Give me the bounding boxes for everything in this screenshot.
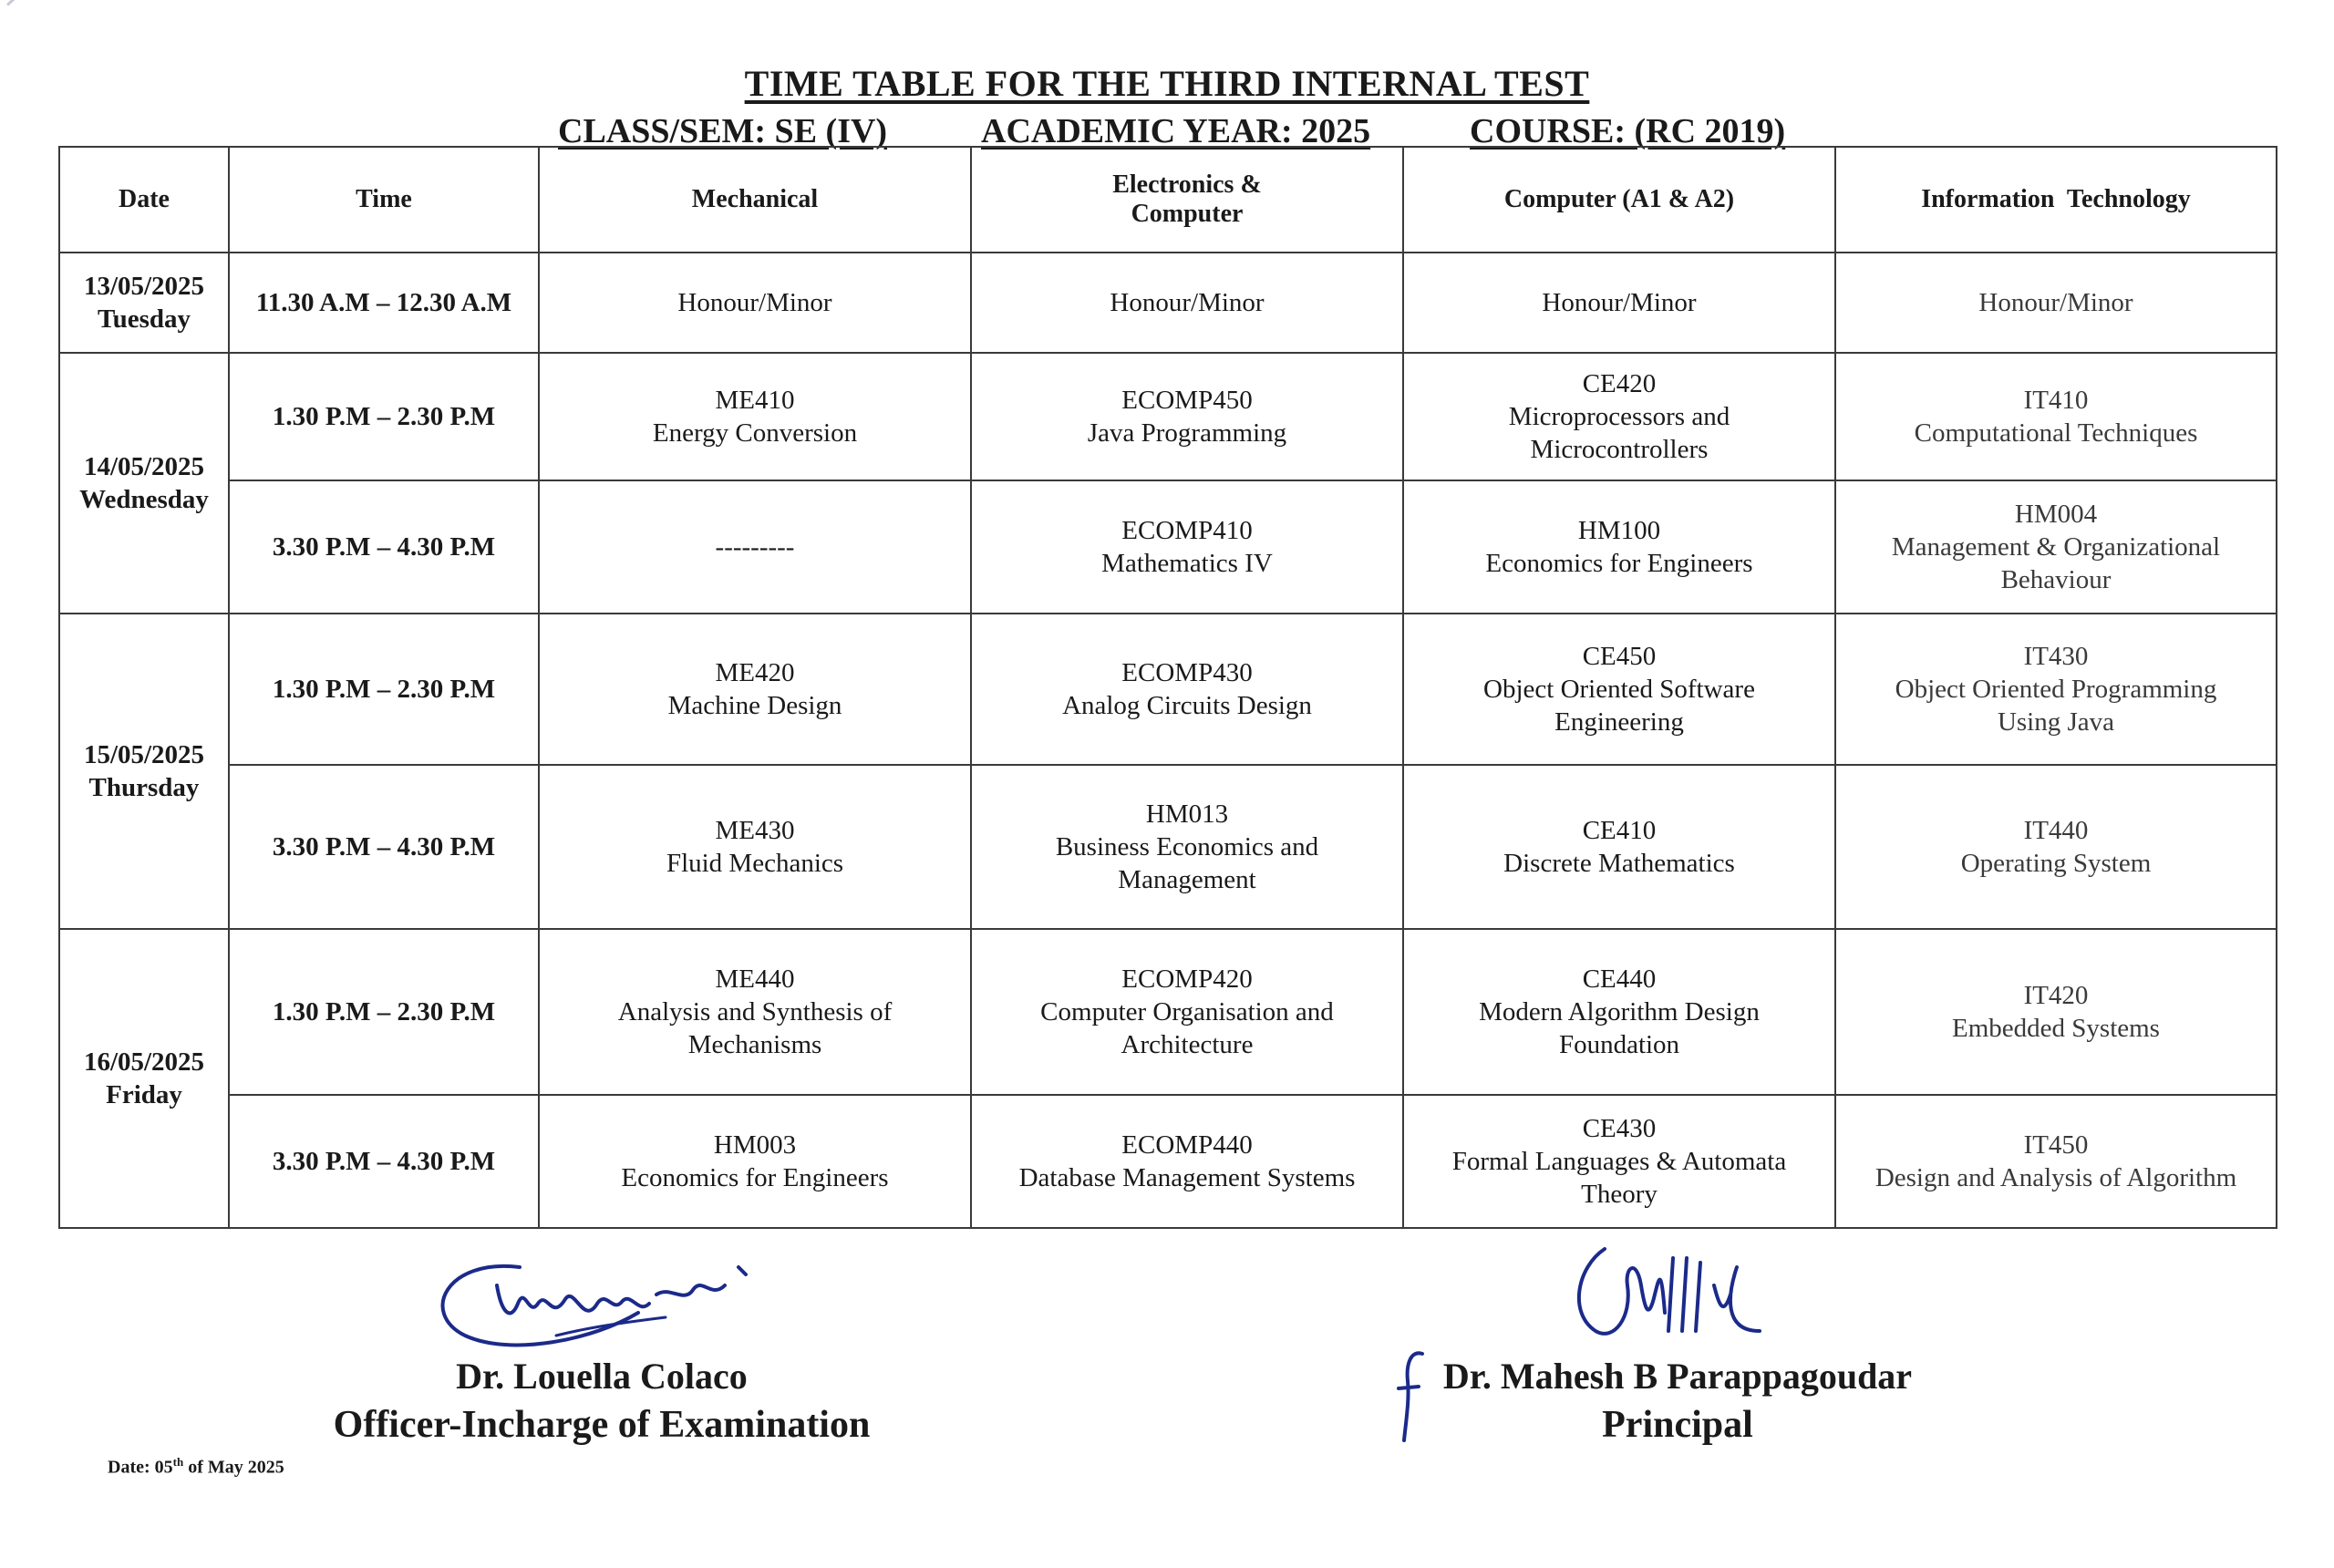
subject-code: CE450 — [1582, 642, 1657, 671]
subject-cell-information-technology — [1835, 614, 2277, 765]
subject-cell-information-technology — [1835, 1095, 2277, 1228]
subject-code: Honour/Minor — [1542, 288, 1697, 317]
subject-cell-electronics-computer — [971, 253, 1403, 353]
subject-code: IT440 — [2023, 816, 2089, 845]
subject-name-line: Engineering — [1554, 707, 1684, 737]
column-header-information-technology: Information Technology — [1835, 147, 2277, 253]
subject-name-line: Management & Organizational — [1891, 532, 2221, 562]
time-cell: 1.30 P.M – 2.30 P.M — [229, 929, 539, 1095]
subject-cell-electronics-computer — [971, 1095, 1403, 1228]
date-value: 13/05/2025 — [83, 272, 205, 301]
subject-cell-mechanical — [539, 253, 971, 353]
subject-name-line: Mechanisms — [687, 1030, 822, 1059]
subject-name-line: Machine Design — [667, 691, 842, 720]
time-cell: 3.30 P.M – 4.30 P.M — [229, 480, 539, 614]
subject-cell-electronics-computer — [971, 765, 1403, 929]
subject-name-line: Embedded Systems — [1952, 1014, 2160, 1043]
subject-cell-computer — [1403, 765, 1835, 929]
handwritten-signature-right — [1541, 1231, 1814, 1358]
subject-name-line: Object Oriented Software — [1483, 675, 1755, 704]
subject-code: HM013 — [1145, 799, 1229, 829]
subject-name-line: Analog Circuits Design — [1062, 691, 1312, 720]
subject-name-line: Foundation — [1558, 1030, 1680, 1059]
subject-code: ECOMP420 — [1121, 965, 1253, 994]
handwritten-signature-left — [410, 1249, 793, 1358]
date-cell — [59, 929, 229, 1228]
subject-name-line: Computer Organisation and — [1040, 997, 1334, 1026]
subject-code: Honour/Minor — [1978, 288, 2133, 317]
subject-name-line: Business Economics and — [1055, 832, 1319, 861]
issue-date-suffix-ordinal: th — [172, 1455, 184, 1469]
academic-year-label: ACADEMIC YEAR: 2025 — [981, 112, 1371, 150]
subject-cell-information-technology — [1835, 253, 2277, 353]
subject-code: IT450 — [2023, 1130, 2089, 1160]
column-header-mechanical: Mechanical — [539, 147, 971, 253]
subject-code: ME420 — [715, 658, 795, 687]
signatory-role-left: Officer-Incharge of Examination — [333, 1404, 871, 1446]
subject-name-line: Database Management Systems — [1018, 1163, 1356, 1192]
table-header-row — [59, 147, 2277, 253]
subject-cell-information-technology — [1835, 765, 2277, 929]
subject-code: ME410 — [715, 386, 795, 415]
subject-cell-electronics-computer — [971, 353, 1403, 480]
subject-name-line: Economics for Engineers — [1485, 549, 1753, 578]
day-name: Thursday — [88, 773, 200, 802]
date-value: 14/05/2025 — [83, 452, 205, 481]
subject-code: ME440 — [715, 965, 795, 994]
subject-cell-mechanical — [539, 614, 971, 765]
subject-code: IT430 — [2023, 642, 2089, 671]
subject-cell-electronics-computer — [971, 614, 1403, 765]
subject-name-line: Mathematics IV — [1101, 549, 1273, 578]
day-name: Wednesday — [79, 485, 209, 514]
subject-name-line: Architecture — [1121, 1030, 1254, 1059]
signatory-role-right: Principal — [1602, 1404, 1753, 1446]
subject-name-line: Microcontrollers — [1530, 435, 1709, 464]
document-title-row — [0, 62, 2334, 105]
subject-cell-electronics-computer — [971, 929, 1403, 1095]
subject-name-line: Computational Techniques — [1914, 418, 2198, 448]
issue-date — [108, 1455, 284, 1479]
subject-cell-mechanical — [539, 353, 971, 480]
subject-code: ECOMP430 — [1121, 658, 1253, 687]
subject-cell-mechanical — [539, 765, 971, 929]
subject-name-line: Discrete Mathematics — [1503, 849, 1735, 878]
subject-name-line: Object Oriented Programming — [1895, 675, 2217, 704]
subject-code: CE420 — [1582, 369, 1657, 398]
issue-date-rest: of May 2025 — [183, 1457, 284, 1478]
subject-cell-computer — [1403, 614, 1835, 765]
column-header-line: Electronics & Computer — [1112, 170, 1262, 228]
document-title: TIME TABLE FOR THE THIRD INTERNAL TEST — [744, 63, 1590, 104]
subject-cell-information-technology — [1835, 480, 2277, 614]
subject-name-line: Energy Conversion — [652, 418, 858, 448]
subject-name-line: Design and Analysis of Algorithm — [1874, 1163, 2237, 1192]
subject-code: HM003 — [713, 1130, 797, 1160]
subject-code: ECOMP450 — [1121, 386, 1253, 415]
subject-name-line: Java Programming — [1087, 418, 1287, 448]
subject-code: ME430 — [715, 816, 795, 845]
table-row — [59, 353, 2277, 480]
subject-cell-information-technology — [1835, 353, 2277, 480]
corner-scan-mark-secondary — [6, 0, 83, 6]
subject-name-line: Using Java — [1997, 707, 2115, 737]
subject-name-line: Fluid Mechanics — [666, 849, 844, 878]
class-sem-label: CLASS/SEM: SE (IV) — [558, 112, 888, 150]
course-label: COURSE: (RC 2019) — [1470, 112, 1786, 150]
time-cell: 11.30 A.M – 12.30 A.M — [229, 253, 539, 353]
timetable-container — [58, 146, 2276, 1227]
time-cell: 3.30 P.M – 4.30 P.M — [229, 1095, 539, 1228]
subject-name-line: Theory — [1581, 1180, 1658, 1209]
table-row — [59, 480, 2277, 614]
time-cell: 3.30 P.M – 4.30 P.M — [229, 765, 539, 929]
subject-name-line: Economics for Engineers — [621, 1163, 889, 1192]
subject-name-line: Modern Algorithm Design — [1479, 997, 1760, 1026]
subject-code: ECOMP440 — [1121, 1130, 1253, 1160]
subject-code: --------- — [715, 532, 795, 562]
subject-code: CE440 — [1582, 965, 1657, 994]
subject-cell-computer — [1403, 480, 1835, 614]
table-row — [59, 253, 2277, 353]
issue-date-prefix: Date: 05 — [108, 1457, 173, 1478]
day-name: Tuesday — [97, 304, 191, 334]
table-row — [59, 1095, 2277, 1228]
subject-cell-computer — [1403, 253, 1835, 353]
subject-name-line: Analysis and Synthesis of — [617, 997, 893, 1026]
signature-block-principal — [1368, 1231, 1988, 1447]
subject-code: HM004 — [2014, 500, 2098, 529]
timetable-body — [59, 253, 2277, 1228]
column-header-time: Time — [229, 147, 539, 253]
subject-cell-mechanical — [539, 929, 971, 1095]
subject-code: Honour/Minor — [677, 288, 832, 317]
signatory-name-right: Dr. Mahesh B Parappagoudar — [1442, 1356, 1913, 1397]
subject-code: ECOMP410 — [1121, 516, 1253, 545]
column-header-electronics-computer — [971, 147, 1403, 253]
subject-code: CE430 — [1582, 1114, 1657, 1143]
subject-code: IT420 — [2023, 981, 2089, 1010]
signature-block-officer — [274, 1249, 930, 1447]
subject-cell-mechanical — [539, 480, 971, 614]
subject-cell-electronics-computer — [971, 480, 1403, 614]
subject-code: Honour/Minor — [1110, 288, 1265, 317]
subject-cell-computer — [1403, 353, 1835, 480]
subject-cell-computer — [1403, 929, 1835, 1095]
subject-code: HM100 — [1577, 516, 1661, 545]
date-cell — [59, 253, 229, 353]
subject-name-line: Microprocessors and — [1508, 402, 1730, 431]
column-header-computer: Computer (A1 & A2) — [1403, 147, 1835, 253]
date-cell — [59, 614, 229, 929]
subject-name-line: Behaviour — [2000, 565, 2112, 594]
timetable — [58, 146, 2277, 1229]
subject-name-line: Formal Languages & Automata — [1451, 1147, 1787, 1176]
table-row — [59, 765, 2277, 929]
subject-code: CE410 — [1582, 816, 1657, 845]
date-cell — [59, 353, 229, 614]
date-value: 16/05/2025 — [83, 1047, 205, 1077]
subject-name-line: Management — [1118, 865, 1256, 894]
subject-code: IT410 — [2023, 386, 2089, 415]
subject-cell-computer — [1403, 1095, 1835, 1228]
day-name: Friday — [106, 1080, 182, 1109]
time-cell: 1.30 P.M – 2.30 P.M — [229, 614, 539, 765]
corner-scan-mark — [0, 0, 80, 21]
table-row — [59, 614, 2277, 765]
subject-cell-mechanical — [539, 1095, 971, 1228]
column-header-date: Date — [59, 147, 229, 253]
date-value: 15/05/2025 — [83, 740, 205, 769]
time-cell: 1.30 P.M – 2.30 P.M — [229, 353, 539, 480]
signatory-name-left: Dr. Louella Colaco — [456, 1356, 748, 1397]
subject-cell-information-technology — [1835, 929, 2277, 1095]
subject-name-line: Operating System — [1960, 849, 2152, 878]
table-row — [59, 929, 2277, 1095]
